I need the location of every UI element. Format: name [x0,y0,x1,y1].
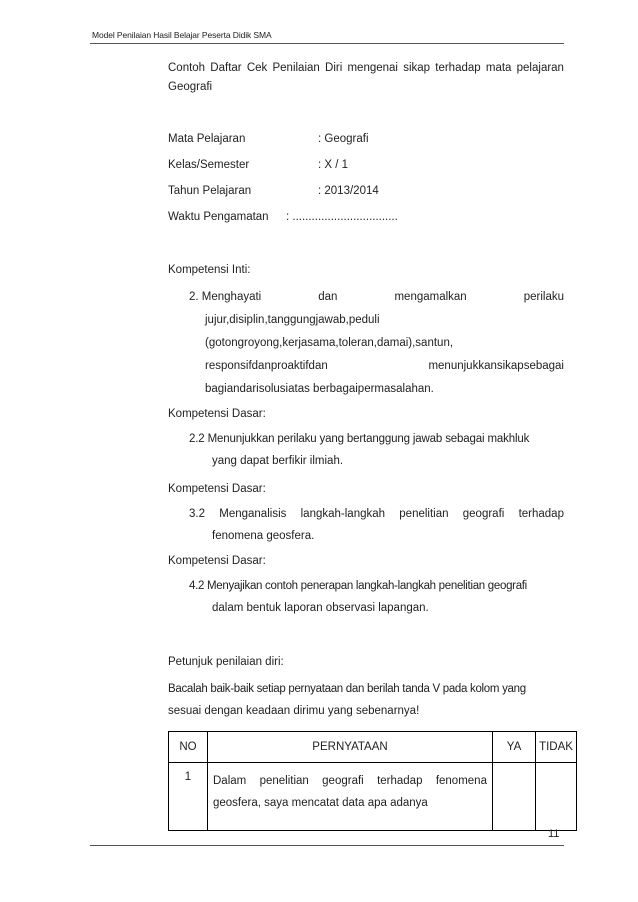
instructions-heading: Petunjuk penilaian diri: [168,656,284,668]
ki2-line4 [205,360,564,372]
subject-label: Mata Pelajaran [168,133,246,145]
self-assessment-table [168,731,577,831]
ki2-word: dan [318,291,338,303]
table-header-row [169,732,577,763]
row-statement [208,763,493,831]
ki2-word: menunjukkansikapsebagai [428,360,564,372]
kd42-line1: 4.2 Menyajikan contoh penerapan langkah-langkah penelitian geografi [189,580,527,592]
statement-line1 [213,770,487,792]
observation-time-value: : ................................. [286,211,398,223]
kd32-word: 3.2 [189,508,205,520]
kd22-line1: 2.2 Menunjukkan perilaku yang bertanggung jawab sebagai makhluk [189,433,530,445]
statement-word: Dalam [213,775,247,787]
col-header-no-answer: TIDAK [536,732,577,763]
col-header-no: NO [169,732,208,763]
page-number: 11 [548,828,560,840]
no-checkbox-cell[interactable] [536,763,577,831]
title-word: sikap [403,62,431,74]
class-semester-value: : X / 1 [318,159,349,171]
statement-word: geografi [322,775,364,787]
ki-heading: Kompetensi Inti: [168,264,251,276]
instructions-line1: Bacalah baik-baik setiap pernyataan dan berilah tanda V pada kolom yang [168,683,526,695]
ki2-line5: bagiandarisolusiatas berbagaipermasalahan. [205,383,434,395]
kd32-line2: fenomena geosfera. [212,530,315,542]
kd22-line2: yang dapat berfikir ilmiah. [212,455,344,467]
statement-word: fenomena [435,775,487,787]
class-semester-label: Kelas/Semester [168,159,250,171]
kd42-line2: dalam bentuk laporan observasi lapangan. [212,602,429,614]
running-header: Model Penilaian Hasil Belajar Peserta Didik SMA [92,30,272,40]
title-word: Cek [246,62,268,74]
col-header-statement: PERNYATAAN [208,732,493,763]
instructions-line2: sesuai dengan keadaan dirimu yang sebenarnya! [168,705,420,717]
table-row [169,763,577,831]
kd32-word: penelitian [399,508,449,520]
title-word: terhadap [435,62,481,74]
statement-word: terhadap [377,775,423,787]
ki2-line2: jujur,disiplin,tanggungjawab,peduli [205,314,380,326]
kd32-word: geografi [462,508,505,520]
title-word: Diri [325,62,343,74]
kd32-word: Menganalisis [219,508,287,520]
academic-year-label: Tahun Pelajaran [168,185,252,197]
kd32-word: langkah-langkah [300,508,386,520]
ki2-word: perilaku [523,291,564,303]
kd-heading-2: Kompetensi Dasar: [168,483,266,495]
title-word: pelajaran [516,62,564,74]
header-rule [90,43,564,44]
academic-year-value: : 2013/2014 [318,185,379,197]
statement-line2: geosfera, saya mencatat data apa adanya [213,797,428,809]
document-title-line2: Geografi [168,81,213,93]
yes-checkbox-cell[interactable] [493,763,536,831]
title-word: mengenai [347,62,398,74]
col-header-yes: YA [493,732,536,763]
kd-heading-1: Kompetensi Dasar: [168,408,266,420]
observation-time-label: Waktu Pengamatan [168,211,269,223]
ki2-word: 2. Menghayati [189,291,262,303]
title-word: Contoh [168,62,206,74]
ki2-word: responsifdanproaktifdan [205,360,328,372]
document-title-line1 [168,62,564,74]
kd32-line1 [189,508,564,520]
title-word: Penilaian [272,62,320,74]
footer-rule [90,845,564,846]
ki2-line3: (gotongroyong,kerjasama,toleran,damai),santun, [205,337,454,349]
statement-word: penelitian [259,775,309,787]
kd32-word: terhadap [518,508,564,520]
subject-value: : Geografi [318,133,369,145]
ki2-word: mengamalkan [394,291,467,303]
title-word: Daftar [210,62,242,74]
ki2-line1 [189,291,564,303]
kd-heading-3: Kompetensi Dasar: [168,555,266,567]
row-number: 1 [169,763,208,831]
title-word: mata [485,62,512,74]
